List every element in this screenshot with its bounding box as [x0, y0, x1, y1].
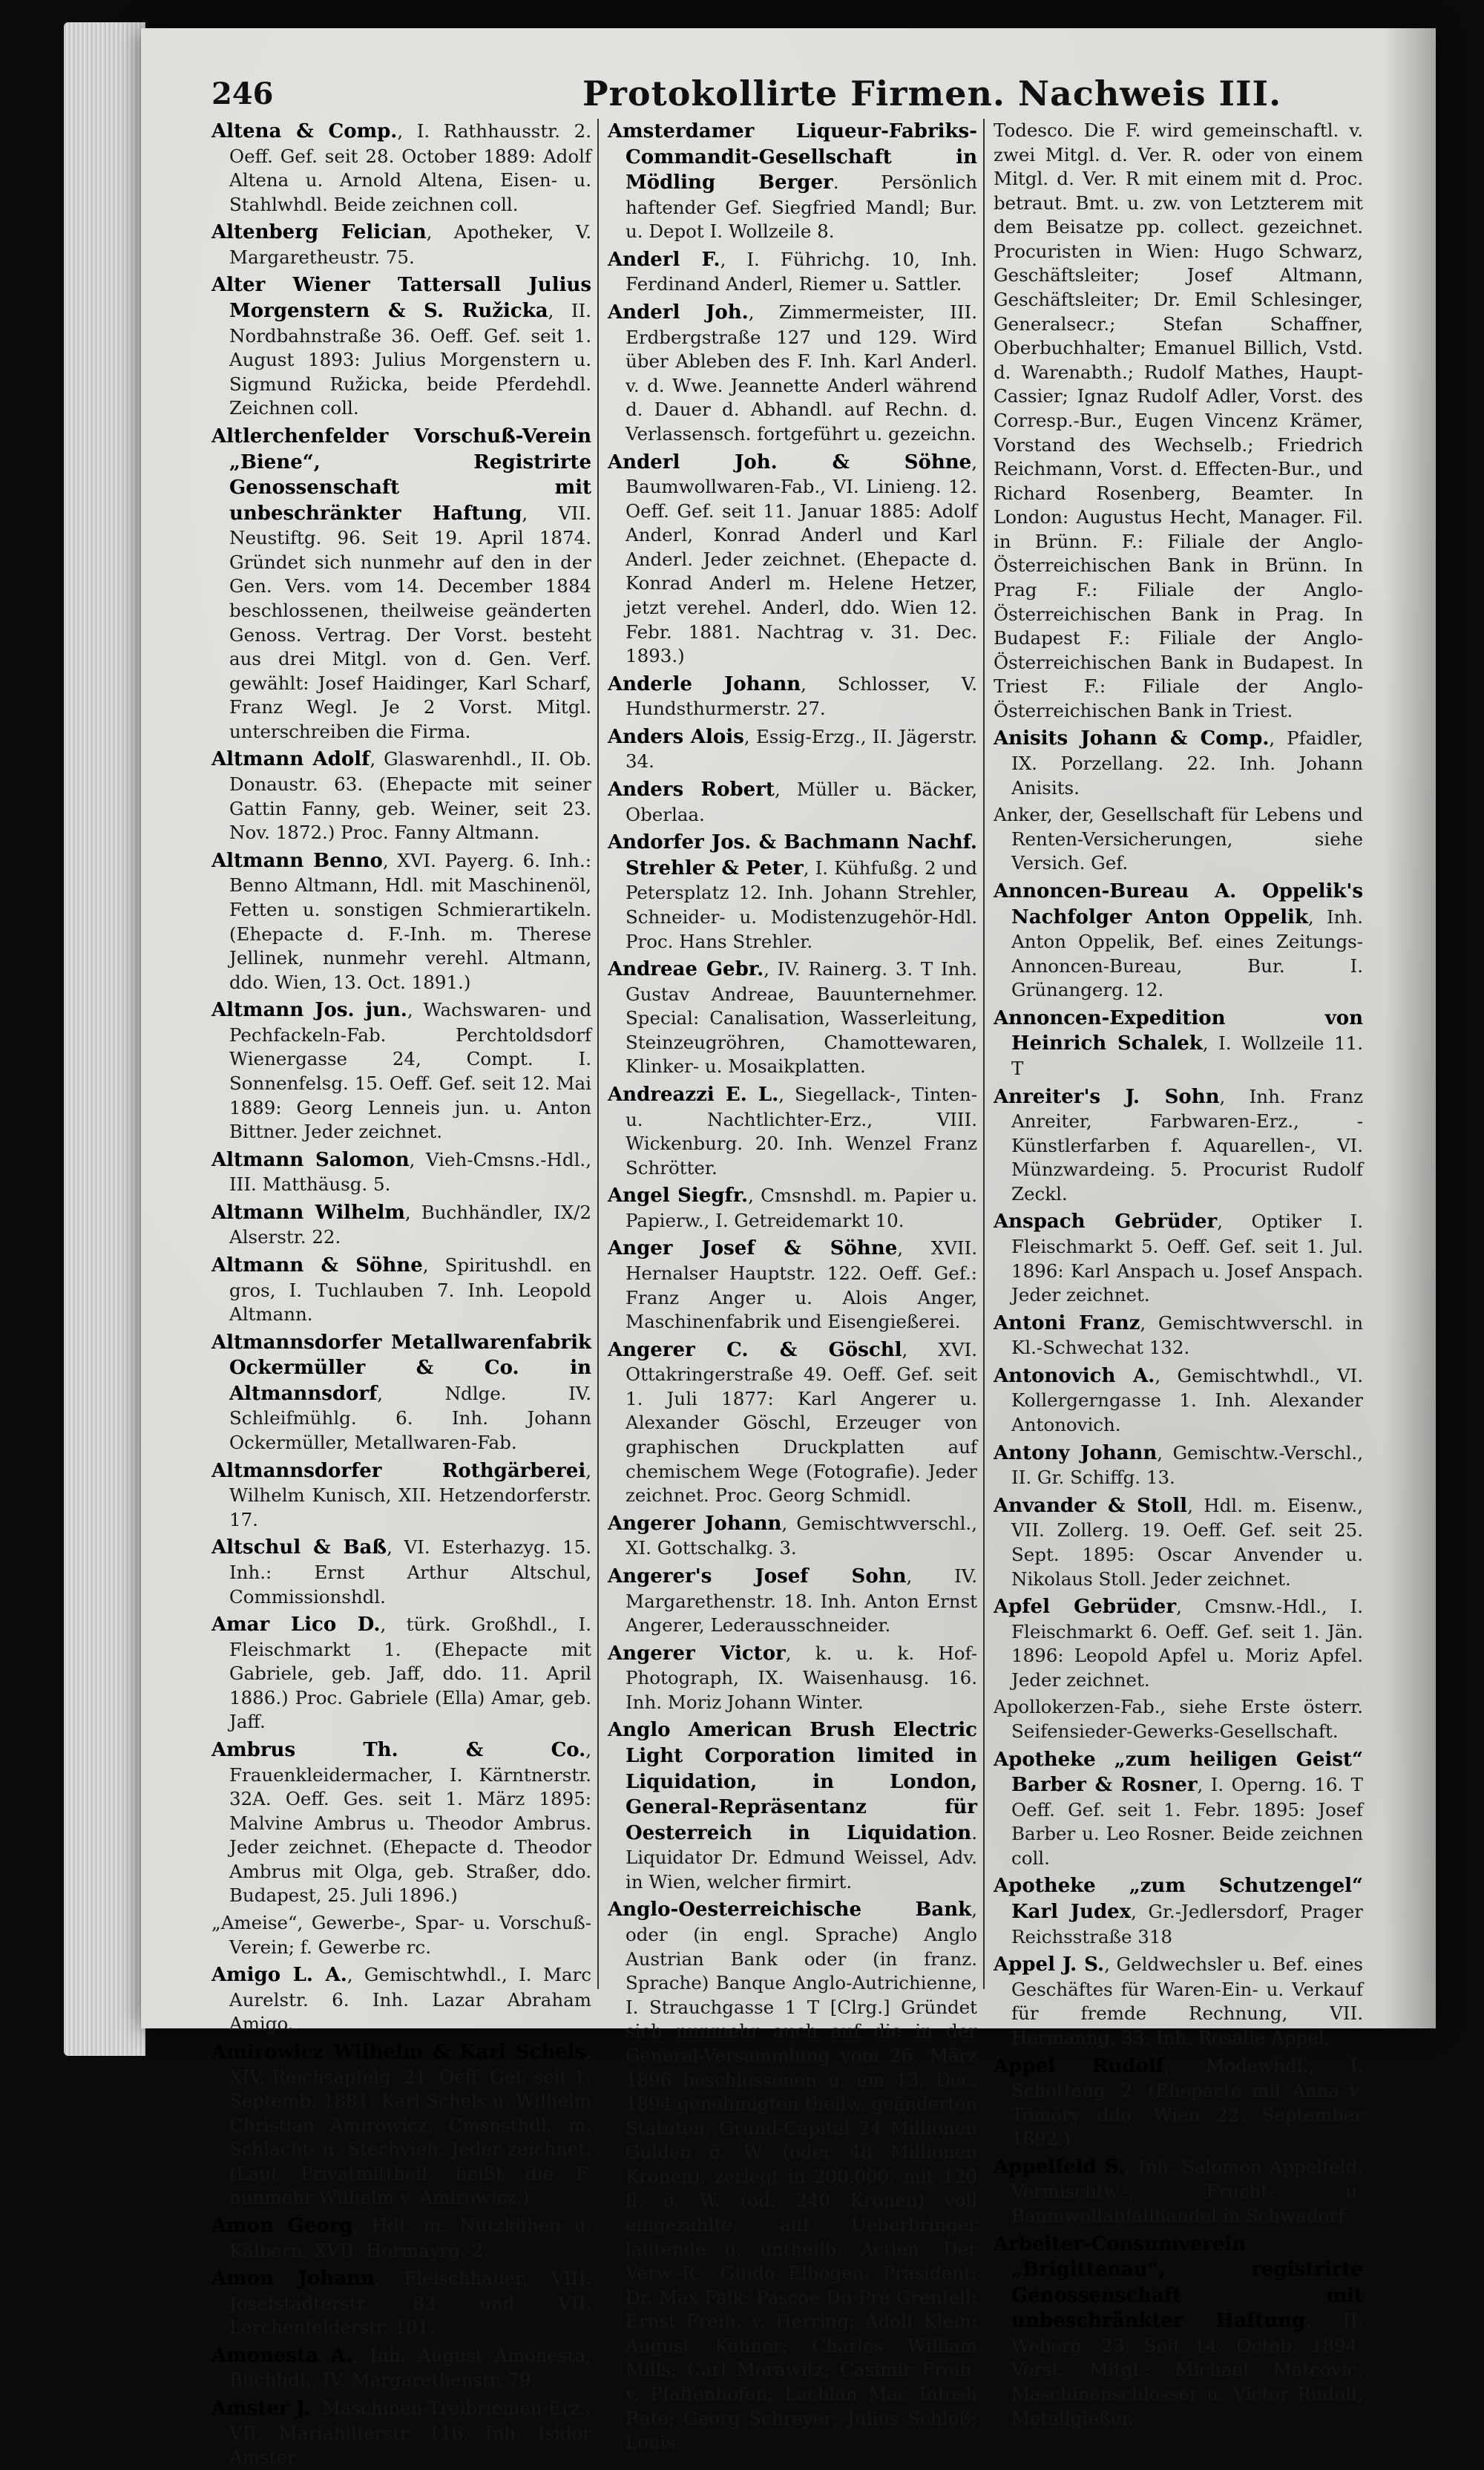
entry-text: , II. Nordbahnstraße 36. Oeff. Gef. seit 1. August 1893: Julius Morgenstern u. Sigmund Ružicka, beide Pferdehdl. Zeichnen coll.	[229, 300, 591, 419]
firm-name: Amigo L. A.	[211, 1964, 347, 1987]
directory-entry	[608, 247, 977, 297]
book-page-edges	[64, 22, 145, 2056]
entry-text: , k. u. k. Hof-Photograph, IX. Waisenhausg. 16. Inh. Moriz Johann Winter.	[626, 1642, 977, 1713]
directory-entry	[994, 1084, 1363, 1207]
directory-entry	[994, 879, 1363, 1003]
directory-entry	[211, 1330, 591, 1455]
entry-text: , Gemischtw.-Verschl., II. Gr. Schiffg. 13.	[1011, 1441, 1363, 1489]
entry-text: , Fleischhauer, VIII. Josefstädterstr. 83 und VII. Lerchenfelderstr. 101.	[229, 2267, 591, 2339]
firm-name: Anderle Johann	[608, 672, 801, 695]
directory-entry	[994, 1363, 1363, 1438]
directory-entry	[211, 1612, 591, 1734]
entry-text: , oder (in engl. Sprache) Anglo Austrian Bank oder (in franz. Sprache) Banque Anglo-Autrichienne, I. Strauchgasse 1 T [Clrg.] Gründet sich nunmehr auch auf die in der General-Versammlung vom 26. März 1896 beschlossenen u. am 13. Dec. 1894 genehmigten theilw. geänderten Statuten. Grund-Capital 24 Millionen Gulden ö. W. (oder 48 Millionen Kronen), zerlegt in 200.000, mit 120 fl. ö. W. (od. 240 Kronen) voll eingezahlte, auf Ueberbringer lautende u. untheilb. Actien. Der Verw.-R.: Guido Elbogen, Präsident; Dr. Max Falk; Pascoe Du Pré Grenfell; Ernst Freih. v. Herring; Adolf Klein; August Kohner; Charles William Mills; Carl Morawitz; Casimir Freih. v. Pfaffenhofen; Lachlan Mac Intosh Rate; Georg Schreyer; Julius Schloß; Louis	[626, 1899, 977, 2454]
directory-entry	[211, 2266, 591, 2340]
firm-name: Altmannsdorfer Rothgärberei	[211, 1459, 586, 1482]
directory-entry	[994, 1695, 1363, 1743]
firm-name: Anvander & Stoll	[994, 1494, 1188, 1517]
entry-text: „Ameise“, Gewerbe-, Spar- u. Vorschuß-Verein; f. Gewerbe rc.	[211, 1912, 591, 1958]
firm-name: Arbeiter-Consumverein „Brigittenau“, registrirte Genossenschaft mit unbeschränkter Haftung	[994, 2232, 1363, 2333]
firm-name: Altmann Jos. jun.	[211, 999, 407, 1022]
directory-entry	[211, 424, 591, 744]
firm-name: Ambrus Th. & Co.	[211, 1739, 586, 1761]
firm-name: Anspach Gebrüder	[994, 1211, 1218, 1234]
directory-entry	[608, 777, 977, 827]
entry-text: , Pfaidler, IX. Porzellang. 22. Inh. Johann Anisits.	[1011, 727, 1363, 799]
directory-entry	[211, 998, 591, 1144]
directory-entry	[608, 1337, 977, 1508]
firm-name: Anders Alois	[608, 725, 744, 748]
entry-text: Apollokerzen-Fab., siehe Erste österr. Seifensieder-Gewerks-Gesellschaft.	[994, 1696, 1363, 1742]
firm-name: Antonovich A.	[994, 1364, 1155, 1387]
entry-text: Anker, der, Gesellschaft für Lebens und Renten-Versicherungen, siehe Versich. Gef.	[994, 804, 1363, 874]
directory-entry	[994, 2054, 1363, 2152]
entry-text: , Vieh-Cmsns.-Hdl., III. Matthäusg. 5.	[229, 1148, 591, 1196]
directory-entry	[211, 272, 591, 420]
entry-text: , Gemischtwverschl., XI. Gottschalkg. 3.	[626, 1512, 977, 1559]
entry-text: , Buchhändler, IX/2 Alserstr. 22.	[229, 1201, 591, 1248]
entry-text: , Zimmermeister, III. Erdbergstraße 127 und 129. Wird über Ableben des F. Inh. Karl Anderl. v. d. Wwe. Jeannette Anderl während d. Dauer d. Abhandl. auf Rechn. d. Verlassensch. fortgeführt u. gezeichn.	[626, 301, 978, 445]
firm-name: Apfel Gebrüder	[994, 1596, 1177, 1619]
entry-text: , XVII. Hernalser Hauptstr. 122. Oeff. Gef.: Franz Anger u. Alois Anger, Maschinenfabrik und Eisengießerei.	[626, 1237, 977, 1333]
firm-name: Altmannsdorfer Metallwarenfabrik Ockermüller & Co. in Altmannsdorf	[211, 1331, 591, 1405]
directory-entry	[211, 2396, 591, 2470]
firm-name: Amon Georg	[211, 2214, 353, 2237]
entry-text: , Wachswaren- und Pechfackeln-Fab. Perchtoldsdorf Wienergasse 24, Compt. I. Sonnenfelsg. 15. Oeff. Gef. seit 12. Mai 1889: Georg Lenneis jun. u. Anton Bittner. Jeder zeichnet.	[229, 999, 591, 1143]
running-title: Protokollirte Firmen. Nachweis III.	[582, 73, 1282, 114]
directory-entry	[608, 1564, 977, 1638]
column-3	[983, 119, 1369, 2429]
entry-text: , Müller u. Bäcker, Oberlaa.	[626, 779, 977, 825]
directory-entry	[994, 1493, 1363, 1591]
column-1	[211, 119, 597, 2469]
firm-name: Anger Josef & Söhne	[608, 1237, 898, 1260]
directory-entry	[994, 2155, 1363, 2229]
directory-entry	[211, 1535, 591, 1609]
firm-name: Annoncen-Expedition von Heinrich Schalek	[994, 1006, 1363, 1055]
entry-text: , IV. Rainerg. 3. T Inh. Gustav Andreae, Bauunternehmer. Special: Canalisation, Wasserleitung, Steinzeugröhren, Chamottewaren, Klinker- u. Mosaikplatten.	[626, 958, 977, 1078]
directory-entry	[994, 1209, 1363, 1307]
directory-entry	[211, 1458, 591, 1533]
firm-name: Angerer's Josef Sohn	[608, 1565, 907, 1588]
firm-name: Andorfer Jos. & Bachmann Nachf. Strehler & Peter	[608, 831, 977, 879]
directory-entry	[994, 726, 1363, 800]
entry-text: , Frauenkleidermacher, I. Kärntnerstr. 32A. Oeff. Ges. seit 1. März 1895: Malvine Ambrus u. Theodor Ambrus. Jeder zeichnet. (Ehepacte d. Theodor Ambrus mit Olga, geb. Straßer, ddo. Budapest, 25. Juli 1896.)	[229, 1739, 591, 1907]
firm-name: Appel J. S.	[994, 1953, 1105, 1976]
firm-name: Amsterdamer Liqueur-Fabriks-Commandit-Gesellschaft in Mödling Berger	[608, 120, 977, 194]
directory-entry	[608, 830, 977, 954]
entry-text: , Gemischtwhdl., I. Marc Aurelstr. 6. Inh. Lazar Abraham Amigo.	[229, 1964, 591, 2035]
directory-entry	[994, 1006, 1363, 1081]
entry-text: . Liquidator Dr. Edmund Weissel, Adv. in Wien, welcher firmirt.	[626, 1821, 977, 1893]
directory-entry	[994, 1441, 1363, 1490]
entry-text: , türk. Großhdl., I. Fleischmarkt 1. (Ehepacte mit Gabriele, geb. Jaff, ddo. 11. April 1886.) Proc. Gabriele (Ella) Amar, geb. Jaff.	[229, 1614, 592, 1733]
directory-entry	[608, 1183, 977, 1233]
entry-text: , Cmsnshdl. m. Papier u. Papierw., I. Getreidemarkt 10.	[626, 1185, 977, 1231]
entry-text: , Baumwollwaren-Fab., VI. Linieng. 12. Oeff. Gef. seit 11. Januar 1885: Adolf Anderl, Konrad Anderl und Karl Anderl. Jeder zeichnet. (Ehepacte d. Konrad Anderl m. Helene Hetzer, jetzt verehel. Anderl, ddo. Wien 12. Febr. 1881. Nachtrag v. 31. Dec. 1893.)	[626, 451, 977, 667]
entry-text: , Essig-Erzg., II. Jägerstr. 34.	[626, 725, 978, 773]
firm-name: Altmann & Söhne	[211, 1254, 423, 1277]
firm-name: Amon Johann	[211, 2267, 375, 2290]
entry-text: , Inh. Salomon Appelfeld, Vermischtw.-, Frucht- u. Baumwollabfallhandel in Schwadorf.	[1011, 2155, 1363, 2227]
directory-entry	[211, 2213, 591, 2263]
entry-text: , XVI. Payerg. 6. Inh.: Benno Altmann, Hdl. mit Maschinenöl, Fetten u. sonstigen Schmierartikeln. (Ehepacte d. F.-Inh. m. Therese Jellinek, nunmehr verehl. Altmann, ddo. Wien, 13. Oct. 1891.)	[229, 849, 591, 993]
firm-name: Annoncen-Bureau A. Oppelik's Nachfolger Anton Oppelik	[994, 879, 1363, 928]
directory-entry	[994, 1311, 1363, 1360]
entry-text: , IV. Margarethenstr. 18. Inh. Anton Ernst Angerer, Lederausschneider.	[626, 1565, 978, 1637]
entry-text: . Persönlich haftender Gef. Siegfried Mandl; Bur. u. Depot I. Wollzeile 8.	[626, 171, 977, 243]
firm-name: Angerer C. & Göschl	[608, 1338, 902, 1361]
entry-text: , VI. Esterhazyg. 15. Inh.: Ernst Arthur Altschul, Commissionshdl.	[229, 1536, 591, 1608]
firm-name: Anglo-Oesterreichische Bank	[608, 1899, 972, 1922]
column-2	[597, 119, 983, 2454]
firm-name: Apotheke „zum Schutzengel“ Karl Judex	[994, 1875, 1363, 1924]
entry-text: , XIV. Reichsapfelg. 21. Oeff. Gef. seit 1. Septemb. 1881: Karl Schels u. Wilhelm Christian Amirowicz, Cmsnsthdl. m. Schlacht- u. Stechvieh. Jeder zeichnet. (Laut Privatmittheil. heißt die F. nunmehr Wilhelm v. Amirowicz.)	[229, 2040, 591, 2209]
directory-entry	[608, 300, 977, 446]
entry-text: , I. Wollzeile 11. T	[1011, 1032, 1363, 1079]
directory-entry	[608, 957, 977, 1079]
firm-name: Angerer Victor	[608, 1642, 786, 1665]
directory-entry	[211, 2343, 591, 2393]
entry-text: , Hdl. m. Eisenw., VII. Zollerg. 19. Oeff. Gef. seit 25. Sept. 1895: Oscar Anvender u. Nikolaus Stoll. Jeder zeichnet.	[1011, 1494, 1363, 1590]
directory-entry	[211, 1200, 591, 1250]
entry-text: , Apotheker, V. Margaretheustr. 75.	[229, 221, 591, 268]
entry-text: , Gemischtwhdl., VI. Kollergerngasse 1. Inh. Alexander Antonovich.	[1011, 1364, 1363, 1436]
entry-text: , I. Operng. 16. T Oeff. Gef. seit 1. Febr. 1895: Josef Barber u. Leo Rosner. Beide zeichnen coll.	[1011, 1774, 1363, 1869]
entry-text: , Cmsnw.-Hdl., I. Fleischmarkt 6. Oeff. Gef. seit 1. Jän. 1896: Leopold Apfel u. Moriz Apfel. Jeder zeichnet.	[1011, 1596, 1363, 1691]
firm-name: Andreazzi E. L.	[608, 1083, 779, 1106]
directory-entry	[994, 803, 1363, 876]
directory-entry	[608, 1641, 977, 1715]
entry-text: , Maschinen-Treibriemen-Erz., VII. Mariahilferstr. 116. Inh. Isidor Amster.	[229, 2397, 591, 2469]
directory-entry	[608, 1897, 977, 2454]
firm-name: Altmann Wilhelm	[211, 1201, 405, 1224]
entry-text: , I. Kühfußg. 2 und Petersplatz 12. Inh. Johann Strehler, Schneider- u. Modistenzugehör-Hdl. Proc. Hans Strehler.	[626, 856, 977, 952]
entry-text: , Wilhelm Kunisch, XII. Hetzendorferstr. 17.	[229, 1459, 591, 1530]
directory-entry	[994, 1873, 1363, 1949]
firm-name: Antoni Franz	[994, 1311, 1140, 1334]
directory-entry	[211, 1147, 591, 1197]
firm-name: Andreae Gebr.	[608, 958, 764, 981]
entry-text: , Siegellack-, Tinten- u. Nachtlichter-Erz., VIII. Wickenburg. 20. Inh. Wenzel Franz Schrötter.	[626, 1083, 977, 1179]
directory-entry	[211, 1911, 591, 1959]
firm-name: Anglo American Brush Electric Light Corporation limited in Liquidation, in London, General-Repräsentanz für Oesterreich in Liquidation	[608, 1719, 977, 1844]
directory-entry	[994, 1594, 1363, 1692]
entry-text: , Modewhdl., I. Schotteng. 2. (Ehepacte mit Anna v. Tömöry ddo. Wien 22. September 1892.)	[1011, 2054, 1363, 2150]
directory-entry	[211, 1737, 591, 1908]
firm-name: Appel Rudolf	[994, 2054, 1164, 2077]
firm-name: Apotheke „zum heiligen Geist“ Barber & Rosner	[994, 1748, 1363, 1797]
directory-entry	[211, 1253, 591, 1327]
entry-text: , Hdl. m. Nutzkühen u. Kälbern, XVII. Hormayrg. 2.	[229, 2214, 591, 2261]
directory-columns	[211, 119, 1369, 2469]
entry-text: , Geldwechsler u. Bef. eines Geschäftes für Waren-Ein- u. Verkauf für fremde Rechnung, VII. Hermanng. 33. Inh. Rosalie Appel.	[1011, 1953, 1363, 2048]
directory-entry	[608, 672, 977, 721]
entry-text: , VII. Neustiftg. 96. Seit 19. April 1874. Gründet sich nunmehr auf den in der Gen. Vers. vom 14. December 1884 beschlossenen, theilweise geänderten Genoss. Vertrag. Der Vorst. besteht aus drei Mitgl. von d. Gen. Verf. gewählt: Josef Haidinger, Karl Scharf, Franz Wegl. Je 2 Vorst. Mitgl. unterschreiben die Firma.	[229, 502, 591, 742]
firm-name: Antony Johann	[994, 1441, 1158, 1464]
directory-entry	[211, 220, 591, 269]
firm-name: Amar Lico D.	[211, 1614, 381, 1637]
firm-name: Anderl F.	[608, 248, 720, 271]
entry-text: , I. Rathhausstr. 2. Oeff. Gef. seit 28. October 1889: Adolf Altena u. Arnold Altena, Eisen- u. Stahlwhdl. Beide zeichnen coll.	[229, 120, 591, 215]
directory-entry	[211, 1962, 591, 2037]
firm-name: Altena & Comp.	[211, 120, 398, 142]
firm-name: Alter Wiener Tattersall Julius Morgenstern & S. Ružicka	[211, 274, 591, 323]
firm-name: Anisits Johann & Comp.	[994, 727, 1270, 750]
directory-entry	[211, 119, 591, 217]
entry-text: , Glaswarenhdl., II. Ob. Donaustr. 63. (Ehepacte mit seiner Gattin Fanny, geb. Weiner, seit 23. Nov. 1872.) Proc. Fanny Altmann.	[229, 748, 592, 844]
directory-entry	[608, 1082, 977, 1180]
firm-name: Altlerchenfelder Vorschuß-Verein „Biene“, Registrirte Genossenschaft mit unbeschränkter Haftung	[211, 425, 591, 525]
scanned-page	[141, 28, 1436, 2469]
directory-entry	[211, 2040, 591, 2210]
firm-name: Angel Siegfr.	[608, 1185, 749, 1208]
entry-text: , Inh. Franz Anreiter, Farbwaren-Erz., -Künstlerfarben f. Aquarellen-, VI. Münzwardeing. 5. Procurist Rudolf Zeckl.	[1011, 1085, 1363, 1205]
directory-entry	[994, 1952, 1363, 2050]
entry-text: Todesco. Die F. wird gemeinschaftl. v. zwei Mitgl. d. Ver. R. oder von einem Mitgl. d. Ver. R mit einem mit d. Proc. betraut. Bmt. u. zw. von Letzterem mit dem Beisatze pp. collect. gezeichnet. Procuristen in Wien: Hugo Schwarz, Geschäftsleiter; Josef Altmann, Geschäftsleiter; Dr. Emil Schlesinger, Generalsecr.; Stefan Schaffner, Oberbuchhalter; Emanuel Billich, Vstd. d. Warenabth.; Rudolf Mathes, Haupt-Cassier; Ignaz Rudolf Adler, Vorst. des Corresp.-Bur., Eugen Vincenz Krämer, Vorstand des Wechselb.; Friedrich Reichmann, Vorst. d. Effecten-Bur., und Richard Rosenberg, Beamter. In London: Augustus Hecht, Manager. Fil. in Brünn. F.: Filiale der Anglo-Österreichischen Bank in Brünn. In Prag F.: Filiale der Anglo-Österreichischen Bank in Prag. In Budapest F.: Filiale der Anglo-Österreichischen Bank in Budapest. In Triest F.: Filiale der Anglo-Österreichischen Bank in Triest.	[994, 119, 1363, 721]
entry-text: , Gemischtwverschl. in Kl.-Schwechat 132.	[1011, 1311, 1363, 1359]
firm-name: Angerer Johann	[608, 1512, 782, 1535]
entry-text: , Optiker I. Fleischmarkt 5. Oeff. Gef. seit 1. Jul. 1896: Karl Anspach u. Josef Anspach. Jeder zeichnet.	[1011, 1211, 1363, 1306]
entry-text: , I. Führichg. 10, Inh. Ferdinand Anderl, Riemer u. Sattler.	[626, 248, 977, 295]
entry-text: , II. Weberg. 23. Seit 14. Octob. 1894. Vorst. Mitgl.: Michael Matcovic, Maschinenschlosser u. Victor Rudolf, Metallgießer.	[1011, 2310, 1363, 2429]
firm-name: Anderl Joh.	[608, 301, 749, 324]
firm-name: Altmann Salomon	[211, 1148, 410, 1171]
directory-entry	[608, 119, 977, 244]
directory-entry	[608, 1717, 977, 1894]
firm-name: Amirowicz Wilhelm & Karl Schels	[211, 2040, 586, 2063]
directory-entry	[608, 1511, 977, 1561]
directory-entry	[994, 119, 1363, 723]
entry-text: , Gr.-Jedlersdorf, Prager Reichsstraße 318	[1011, 1901, 1363, 1948]
directory-entry	[994, 1747, 1363, 1871]
firm-name: Amster J.	[211, 2397, 311, 2420]
entry-text: , Spiritushdl. en gros, I. Tuchlauben 7. Inh. Leopold Altmann.	[229, 1254, 591, 1326]
firm-name: Altschul & Baß	[211, 1536, 387, 1559]
firm-name: Altenberg Felician	[211, 221, 427, 244]
entry-text: , Inh. August Amonesta, Buchhdl., IV. Margarethenstr. 79.	[229, 2344, 591, 2391]
entry-text: , Schlosser, V. Hundsthurmerstr. 27.	[626, 672, 977, 720]
firm-name: Altmann Adolf	[211, 748, 370, 771]
firm-name: Appelfeld S.	[994, 2155, 1125, 2178]
page-number: 246	[211, 76, 274, 111]
firm-name: Anderl Joh. & Söhne	[608, 451, 972, 474]
firm-name: Altmann Benno	[211, 849, 383, 872]
entry-text: , XVI. Ottakringerstraße 49. Oeff. Gef. seit 1. Juli 1877: Karl Angerer u. Alexander Göschl, Erzeuger von graphischen Druckplatten auf chemischem Wege (Fotografie). Jeder zeichnet. Proc. Georg Schmidl.	[626, 1338, 977, 1507]
entry-text: , Ndlge. IV. Schleifmühlg. 6. Inh. Johann Ockermüller, Metallwaren-Fab.	[229, 1382, 591, 1454]
directory-entry	[608, 1236, 977, 1334]
directory-entry	[211, 848, 591, 995]
directory-entry	[608, 450, 977, 669]
page-binding-shadow	[1384, 28, 1436, 2028]
entry-text: , Inh. Anton Oppelik, Bef. eines Zeitungs-Annoncen-Bureau, Bur. I. Grünangerg. 12.	[1011, 905, 1363, 1001]
firm-name: Anders Robert	[608, 779, 775, 802]
firm-name: Anreiter's J. Sohn	[994, 1085, 1220, 1108]
directory-entry	[211, 747, 591, 845]
directory-entry	[608, 724, 977, 774]
directory-entry	[994, 2232, 1363, 2431]
firm-name: Amonesta A.	[211, 2344, 353, 2367]
